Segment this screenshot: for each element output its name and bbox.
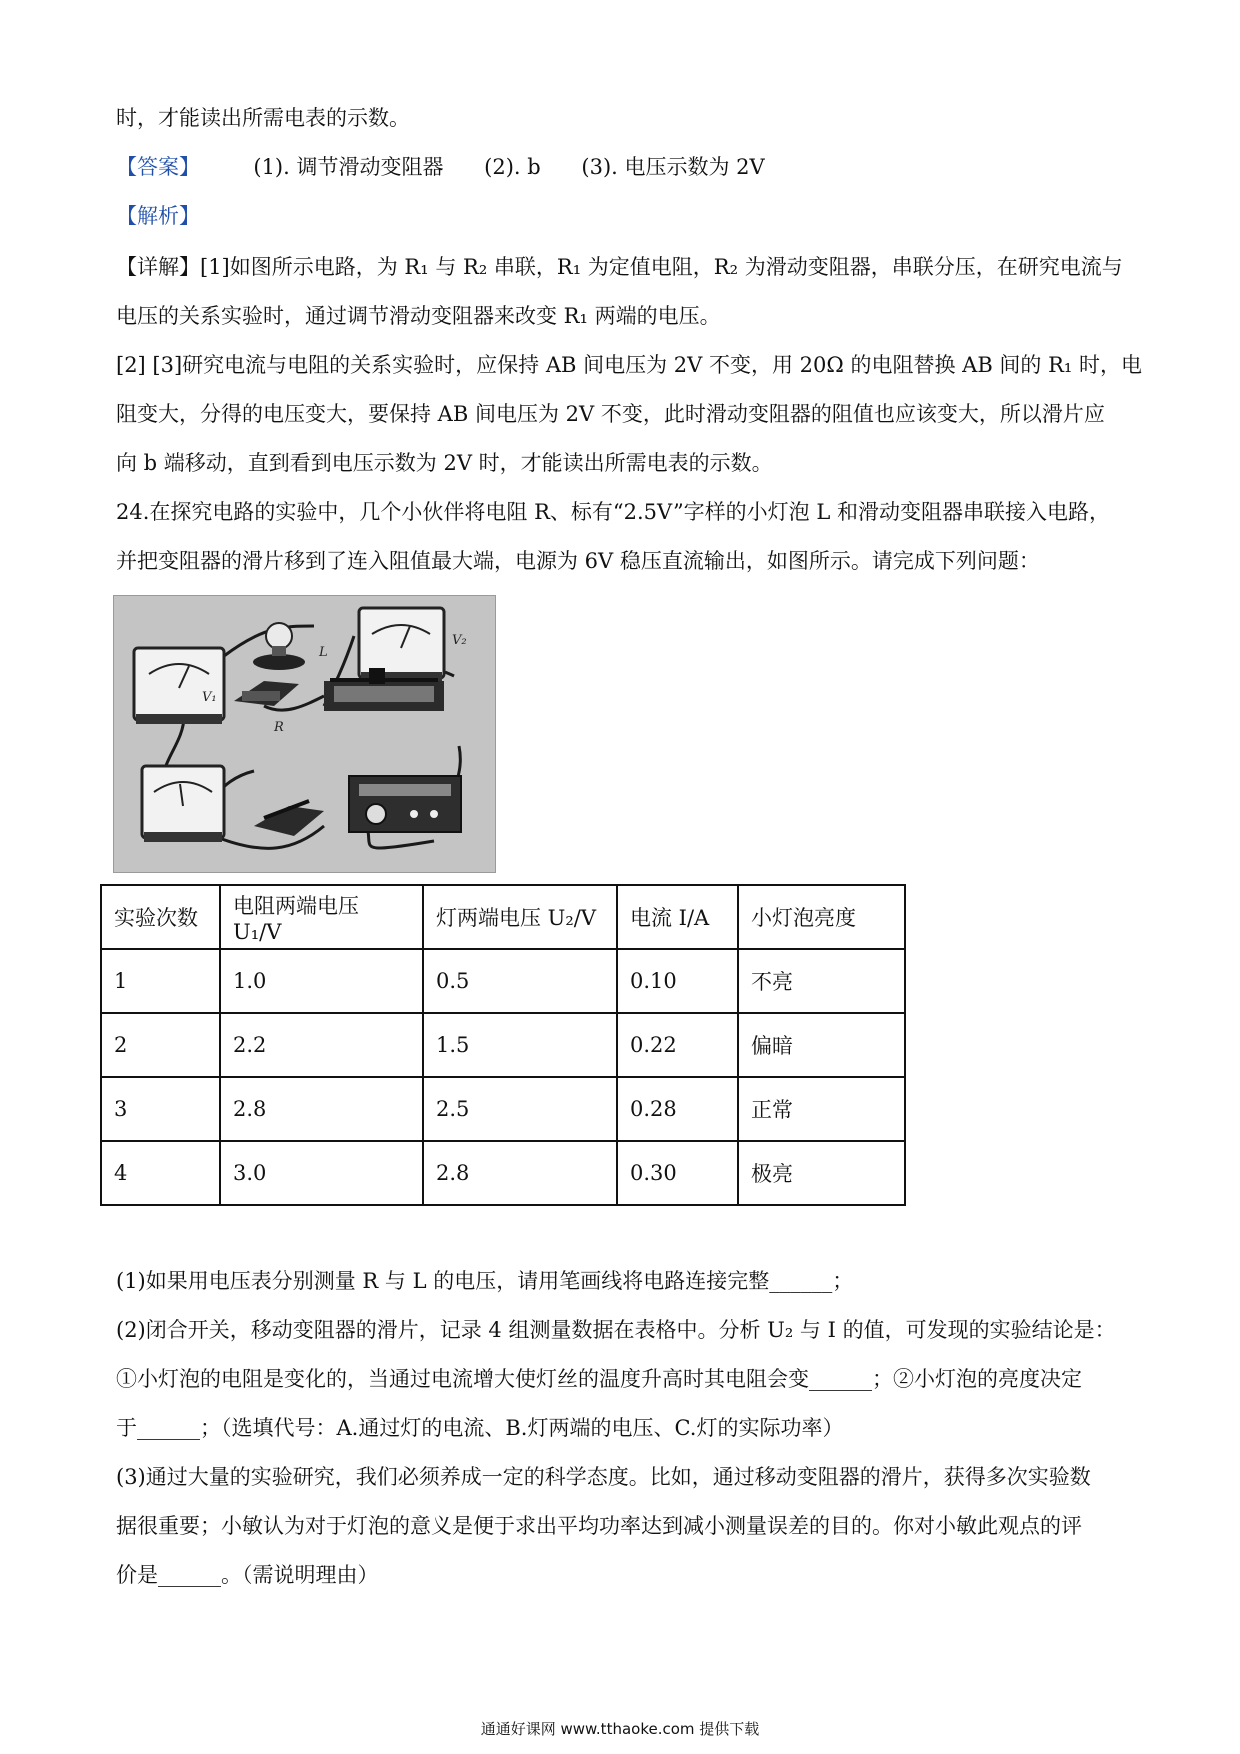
detail-line-3: [2] [3]研究电流与电阻的关系实验时，应保持 AB 间电压为 2V 不变，用 20Ω 的电阻替换 AB 间的 R₁ 时，电 xyxy=(116,353,1143,377)
lamp-label: L xyxy=(319,645,328,660)
ammeter-icon xyxy=(142,766,224,842)
question-1: (1)如果用电压表分别测量 R 与 L 的电压，请用笔画线将电路连接完整______； xyxy=(116,1269,854,1293)
table-cell: 3 xyxy=(101,1077,220,1141)
v2-label: V₂ xyxy=(452,633,467,648)
answer-tag: 【答案】 xyxy=(116,155,200,179)
table-cell: 3.0 xyxy=(220,1141,423,1205)
table-cell: 2.5 xyxy=(423,1077,617,1141)
table-cell: 1 xyxy=(101,949,220,1013)
table-row xyxy=(101,1141,905,1205)
table-row xyxy=(101,949,905,1013)
page-footer: 通通好课网 www.tthaoke.com 提供下载 xyxy=(480,1720,760,1738)
data-table xyxy=(100,884,906,1206)
detail-line-1: 【详解】[1]如图所示电路，为 R₁ 与 R₂ 串联，R₁ 为定值电阻，R₂ 为滑动变阻器，串联分压，在研究电流与 xyxy=(116,255,1123,279)
circuit-photo xyxy=(113,595,496,873)
table-cell: 0.30 xyxy=(617,1141,738,1205)
table-cell: 2 xyxy=(101,1013,220,1077)
table-cell: 0.5 xyxy=(423,949,617,1013)
question-2-line-3: 于______；（选填代号：A.通过灯的电流、B.灯两端的电压、C.灯的实际功率） xyxy=(116,1416,844,1440)
question-3-line-3: 价是______。（需说明理由） xyxy=(116,1563,379,1587)
detail-line-4: 阻变大，分得的电压变大，要保持 AB 间电压为 2V 不变，此时滑动变阻器的阻值也应该变大，所以滑片应 xyxy=(116,402,1105,426)
table-header-cell: 小灯泡亮度 xyxy=(738,885,905,949)
table-cell: 4 xyxy=(101,1141,220,1205)
answer-item-1: (1). 调节滑动变阻器 xyxy=(253,155,444,179)
table-header-row xyxy=(101,885,905,949)
detail-line-2: 电压的关系实验时，通过调节滑动变阻器来改变 R₁ 两端的电压。 xyxy=(116,304,721,328)
table-cell: 1.5 xyxy=(423,1013,617,1077)
table-header-cell: 灯两端电压 U₂/V xyxy=(423,885,617,949)
answer-item-3: (3). 电压示数为 2V xyxy=(581,155,765,179)
table-row xyxy=(101,1077,905,1141)
table-row xyxy=(101,1013,905,1077)
table-cell: 不亮 xyxy=(738,949,905,1013)
table-cell: 偏暗 xyxy=(738,1013,905,1077)
detail-line-5: 向 b 端移动，直到看到电压示数为 2V 时，才能读出所需电表的示数。 xyxy=(116,451,773,475)
question-2-line-1: (2)闭合开关，移动变阻器的滑片，记录 4 组测量数据在表格中。分析 U₂ 与 I 的值，可发现的实验结论是： xyxy=(116,1318,1116,1342)
question-2-line-2: ①小灯泡的电阻是变化的，当通过电流增大使灯丝的温度升高时其电阻会变______；②小灯泡的亮度决定 xyxy=(116,1367,1082,1391)
table-cell: 2.8 xyxy=(423,1141,617,1205)
table-cell: 0.22 xyxy=(617,1013,738,1077)
question-3-line-1: (3)通过大量的实验研究，我们必须养成一定的科学态度。比如，通过移动变阻器的滑片，获得多次实验数 xyxy=(116,1465,1091,1489)
table-cell: 极亮 xyxy=(738,1141,905,1205)
question-24-line-1: 24.在探究电路的实验中，几个小伙伴将电阻 R、标有“2.5V”字样的小灯泡 L 和滑动变阻器串联接入电路， xyxy=(116,500,1110,524)
voltmeter-v1-icon xyxy=(134,648,224,724)
table-cell: 2.2 xyxy=(220,1013,423,1077)
table-cell: 1.0 xyxy=(220,949,423,1013)
question-3-line-2: 据很重要；小敏认为对于灯泡的意义是便于求出平均功率达到减小测量误差的目的。你对小敏此观点的评 xyxy=(116,1514,1082,1538)
question-24-line-2: 并把变阻器的滑片移到了连入阻值最大端，电源为 6V 稳压直流输出，如图所示。请完成下列问题： xyxy=(116,549,1040,573)
answer-item-2: (2). b xyxy=(484,155,541,179)
table-header-cell: 电流 I/A xyxy=(617,885,738,949)
table-cell: 0.28 xyxy=(617,1077,738,1141)
answer-line xyxy=(116,152,799,182)
table-header-cell: 实验次数 xyxy=(101,885,220,949)
resistor-label: R xyxy=(274,720,284,735)
v1-label: V₁ xyxy=(202,690,217,705)
analysis-tag: 【解析】 xyxy=(116,204,200,228)
table-cell: 0.10 xyxy=(617,949,738,1013)
table-cell: 2.8 xyxy=(220,1077,423,1141)
table-cell: 正常 xyxy=(738,1077,905,1141)
table-header-cell: 电阻两端电压 U₁/V xyxy=(220,885,423,949)
continued-line: 时，才能读出所需电表的示数。 xyxy=(116,106,410,130)
power-supply-icon xyxy=(349,776,461,832)
